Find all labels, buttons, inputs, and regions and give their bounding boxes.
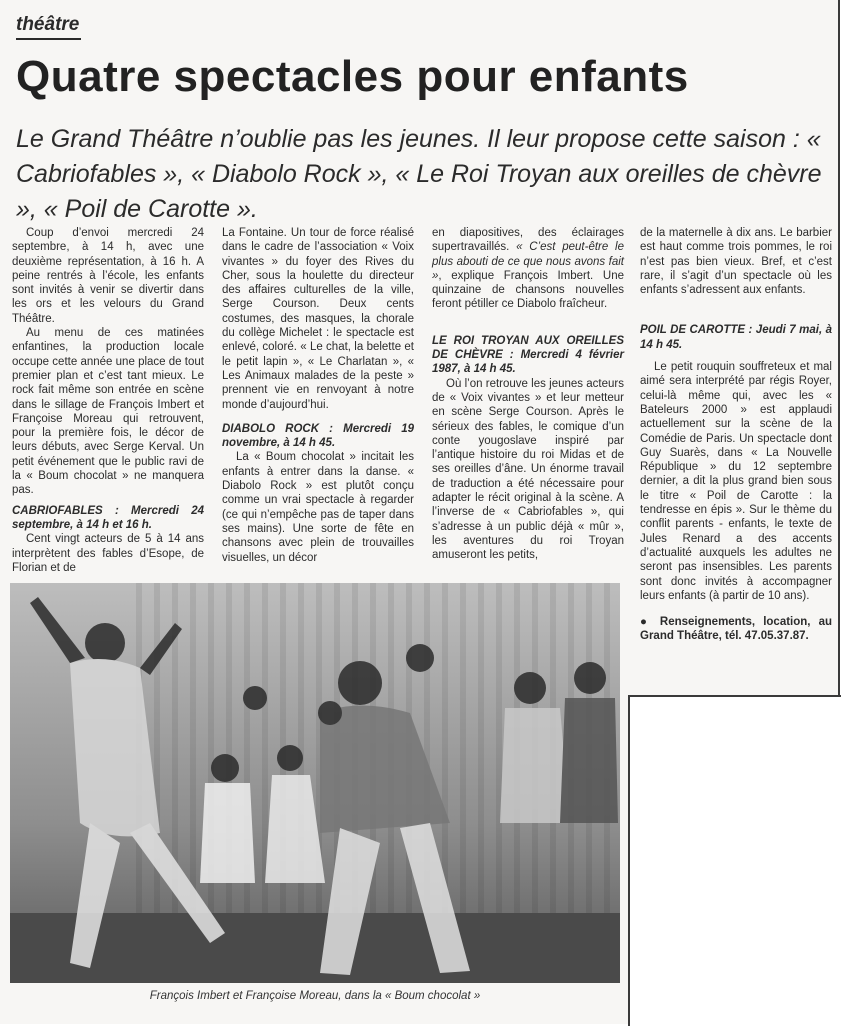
section-rubric: théâtre	[16, 14, 81, 40]
text-column-1	[12, 226, 204, 575]
article-headline: Quatre spectacles pour enfants	[16, 52, 689, 101]
contact-info: ● Renseignements, location, au Grand Théâtre, tél. 47.05.37.87.	[640, 616, 832, 643]
show-subheading: POIL DE CAROTTE : Jeudi 7 mai, à 14 h 45.	[640, 324, 832, 351]
paragraph: Le petit rouquin souffreteux et mal aimé sera interprété par régis Royer, celui-là même qui, avec les « Bateleurs 2000 » est applaudi actuellement sur la scène de la Comédie de Paris. Un spectacle dont Guy Suarès, dans « La Nouvelle République » du 12 septembre dernier, a dit la plus grand bien sous le titre « Poil de Carotte : la tendresse en épis ». Sur le thème du conflit parents - enfants, le texte de Jules Renard a des accents d’actualité auxquels les adultes ne seront pas insensibles. Les parents sont donc invités à accompagner leurs enfants (à partir de 10 ans).	[640, 361, 832, 602]
paragraph	[432, 226, 624, 312]
show-subheading: CABRIOFABLES : Mercredi 24 septembre, à 14 h et 16 h.	[12, 504, 204, 531]
quote: « C’est peut-être le plus abouti de ce que nous avons fait »	[432, 241, 624, 282]
text-run: en diapositives, des éclairages supertravaillés.	[432, 227, 624, 254]
blank-margin	[628, 695, 841, 1026]
paragraph: Cent vingt acteurs de 5 à 14 ans interprètent des fables d’Esope, de Florian et de	[12, 533, 204, 574]
text-run: , explique François Imbert. Une quinzaine de chansons nouvelles feront pétiller ce Diabolo fraîcheur.	[432, 269, 624, 311]
text-column-3	[432, 226, 624, 563]
paragraph: Coup d’envoi mercredi 24 septembre, à 14 h, avec une deuxième représentation, à 16 h. A peine rentrés à l’école, les enfants sont invités à venir se divertir dans les ors et les velours du Grand Théâtre.	[12, 227, 204, 325]
text-column-2	[222, 226, 414, 565]
show-subheading: DIABOLO ROCK : Mercredi 19 novembre, à 14 h 45.	[222, 422, 414, 450]
show-subheading: LE ROI TROYAN AUX OREILLES DE CHÈVRE : Mercredi 4 février 1987, à 14 h 45.	[432, 334, 624, 376]
paragraph: Au menu de ces matinées enfantines, la production locale occupe cette année une place de tout premier plan et c’est tant mieux. Le rock fait même son entrée en scène dans le sillage de François Imbert et Françoise Moreau qui retrouvent, pour la première fois, le décor de leurs débuts, avec Serge Kerval. Un petit événement que le public ravi de la « Boum chocolat » ne manquera pas.	[12, 327, 204, 497]
paragraph: Où l’on retrouve les jeunes acteurs de « Voix vivantes » et leur metteur en scène Serge Courson. Après le sérieux des fables, le comique d’un conte yougoslave inspiré par l’antique histoire du roi Midas et de ses oreilles d’âne. Un énorme travail de traduction a été nécessaire pour adapter le récit original à la scène. A l’inverse de « Cabriofables », qui s’adresse à un public déjà « mûr », les aventures du roi Troyan amuseront les petits,	[432, 377, 624, 562]
text-column-4	[640, 226, 832, 644]
paragraph: La Fontaine. Un tour de force réalisé dans le cadre de l’association « Voix vivantes » du foyer des Rives du Cher, sous la houlette du directeur des affaires culturelles de la ville, Serge Courson. Deux cents costumes, des masques, la chorale du collège Michelet : le spectacle est enlevé, coloré. « Le chat, la belette et le petit lapin », « Le Charlatan », « Les Animaux malades de la peste » prennent vie en renvoyant à notre monde d’aujourd’hui.	[222, 227, 414, 411]
photo-illustration	[10, 583, 620, 983]
photo-caption: François Imbert et Françoise Moreau, dans la « Boum chocolat »	[149, 990, 481, 1002]
paragraph: de la maternelle à dix ans. Le barbier est haut comme trois pommes, le roi n’est pas bien vieux. Bref, et c’est rare, il s’agit d’un spectacle où les enfants s’adressent aux enfants.	[640, 227, 832, 297]
paragraph: La « Boum chocolat » incitait les enfants à entrer dans la danse. « Diabolo Rock » est plutôt conçu comme un vrai spectacle à regarder (ce qui n’empêche pas de taper dans ses mains). Une sorte de fête en chansons avec plein de trouvailles visuelles, un décor	[222, 451, 414, 564]
stage-photo	[10, 583, 620, 983]
article-lede: Le Grand Théâtre n’oublie pas les jeunes. Il leur propose cette saison : « Cabriofables », « Diabolo Rock », « Le Roi Troyan aux oreilles de chèvre », « Poil de Carotte ».	[16, 125, 822, 223]
